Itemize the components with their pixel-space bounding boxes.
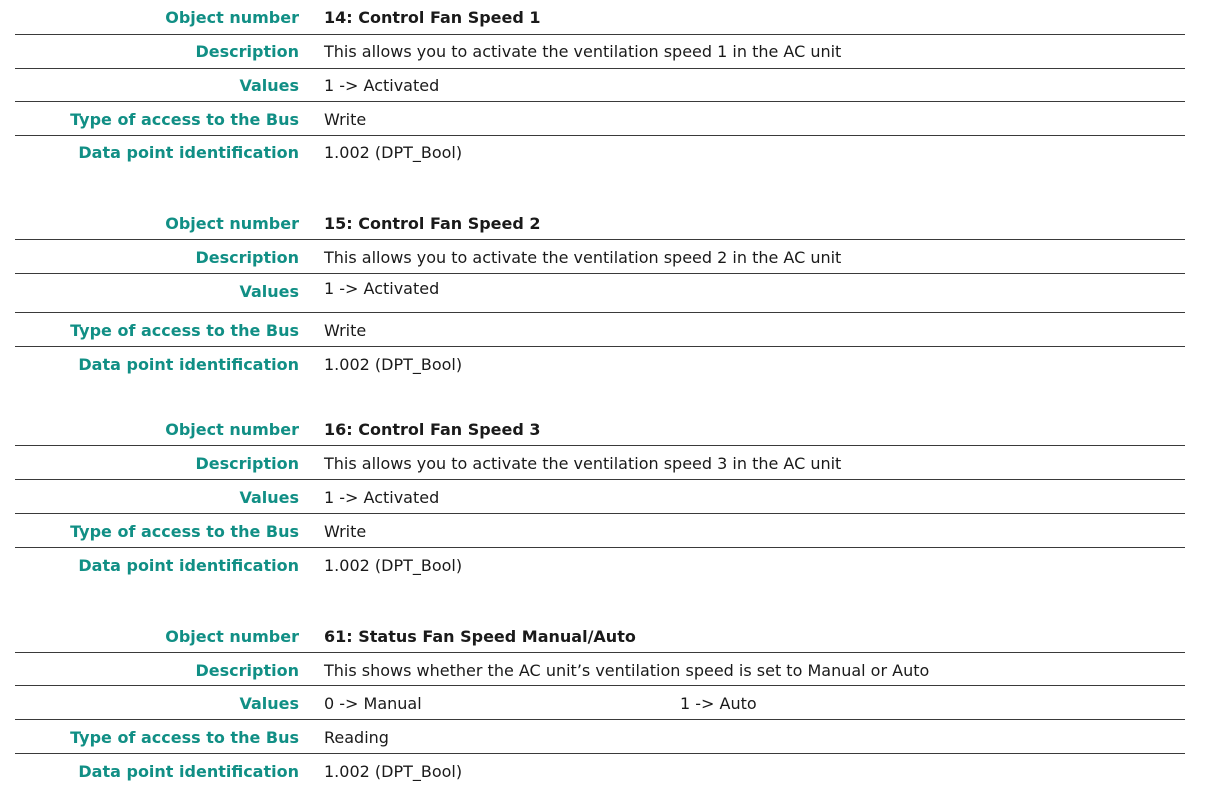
label-values: Values (239, 694, 299, 713)
label-description: Description (195, 248, 299, 267)
row-divider (15, 479, 1185, 480)
row-divider (15, 239, 1185, 240)
row-values (15, 69, 1185, 103)
label-values: Values (239, 282, 299, 301)
value-dpt: 1.002 (DPT_Bool) (324, 762, 463, 781)
label-description: Description (195, 454, 299, 473)
label-values: Values (239, 76, 299, 95)
label-object-number: Object number (165, 420, 299, 439)
row-access (15, 314, 1185, 348)
label-description: Description (195, 661, 299, 680)
row-divider (15, 346, 1185, 347)
row-values (15, 687, 1185, 721)
row-access (15, 721, 1185, 755)
row-divider (15, 312, 1185, 313)
value-access: Reading (324, 728, 389, 747)
row-object-number (15, 1, 1185, 35)
row-description (15, 654, 1185, 688)
label-access: Type of access to the Bus (70, 321, 299, 340)
row-object-number (15, 207, 1185, 241)
row-access (15, 103, 1185, 137)
label-access: Type of access to the Bus (70, 522, 299, 541)
value-values-manual: 0 -> Manual (324, 694, 422, 713)
value-description: This shows whether the AC unit’s ventilation speed is set to Manual or Auto (324, 661, 930, 680)
value-values-auto: 1 -> Auto (680, 694, 757, 713)
value-values: 1 -> Activated (324, 488, 440, 507)
row-dpt (15, 348, 1185, 382)
label-access: Type of access to the Bus (70, 728, 299, 747)
label-dpt: Data point identification (78, 556, 299, 575)
label-object-number: Object number (165, 627, 299, 646)
label-values: Values (239, 488, 299, 507)
label-dpt: Data point identification (78, 355, 299, 374)
label-access: Type of access to the Bus (70, 110, 299, 129)
row-divider (15, 273, 1185, 274)
label-object-number: Object number (165, 8, 299, 27)
row-divider (15, 753, 1185, 754)
row-object-number (15, 413, 1185, 447)
row-values (15, 481, 1185, 515)
label-dpt: Data point identification (78, 762, 299, 781)
value-access: Write (324, 110, 367, 129)
row-description (15, 447, 1185, 481)
row-description (15, 241, 1185, 275)
row-divider (15, 547, 1185, 548)
value-access: Write (324, 321, 367, 340)
label-description: Description (195, 42, 299, 61)
row-divider (15, 445, 1185, 446)
value-description: This allows you to activate the ventilation speed 1 in the AC unit (324, 42, 842, 61)
value-object-number: 14: Control Fan Speed 1 (324, 8, 541, 27)
value-description: This allows you to activate the ventilation speed 2 in the AC unit (324, 248, 842, 267)
value-values: 1 -> Activated (324, 76, 440, 95)
row-dpt (15, 755, 1185, 789)
value-dpt: 1.002 (DPT_Bool) (324, 556, 463, 575)
label-object-number: Object number (165, 214, 299, 233)
value-object-number: 15: Control Fan Speed 2 (324, 214, 541, 233)
label-dpt: Data point identification (78, 143, 299, 162)
value-dpt: 1.002 (DPT_Bool) (324, 143, 463, 162)
value-values: 1 -> Activated (324, 279, 440, 298)
row-dpt (15, 136, 1185, 170)
row-divider (15, 652, 1185, 653)
value-object-number: 61: Status Fan Speed Manual/Auto (324, 627, 636, 646)
row-divider (15, 513, 1185, 514)
value-description: This allows you to activate the ventilation speed 3 in the AC unit (324, 454, 842, 473)
row-divider (15, 719, 1185, 720)
row-access (15, 515, 1185, 549)
row-description (15, 35, 1185, 69)
row-dpt (15, 549, 1185, 583)
value-object-number: 16: Control Fan Speed 3 (324, 420, 541, 439)
row-values (15, 275, 1185, 309)
value-dpt: 1.002 (DPT_Bool) (324, 355, 463, 374)
row-divider (15, 101, 1185, 102)
value-access: Write (324, 522, 367, 541)
row-object-number (15, 620, 1185, 654)
row-divider (15, 685, 1185, 686)
